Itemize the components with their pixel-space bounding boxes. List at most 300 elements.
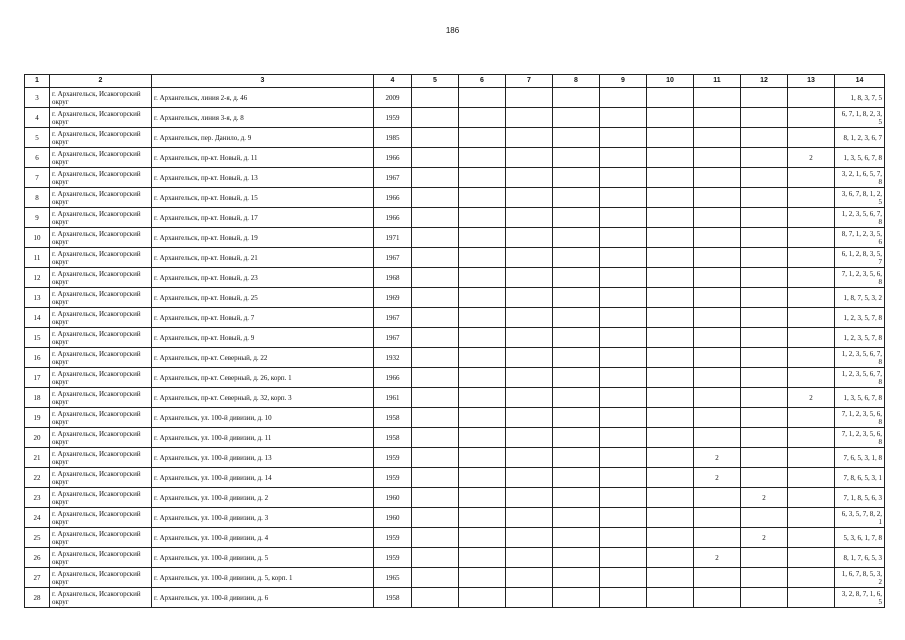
column-13-cell xyxy=(788,228,835,248)
district-cell: г. Архангельск, Исакогорский округ xyxy=(50,448,152,468)
district-cell: г. Архангельск, Исакогорский округ xyxy=(50,208,152,228)
year-cell: 1959 xyxy=(374,448,412,468)
table-row xyxy=(25,308,885,328)
column-12-cell xyxy=(741,248,788,268)
column-8-cell xyxy=(553,188,600,208)
row-number-cell: 4 xyxy=(25,108,50,128)
column-13-cell xyxy=(788,288,835,308)
column-12-cell: 2 xyxy=(741,488,788,508)
address-cell: г. Архангельск, пр-кт. Новый, д. 13 xyxy=(152,168,374,188)
code-cell: 3, 6, 7, 8, 1, 2, 5 xyxy=(835,188,885,208)
code-cell: 7, 1, 2, 3, 5, 6, 8 xyxy=(835,428,885,448)
table-row xyxy=(25,328,885,348)
table-body xyxy=(25,88,885,608)
column-11-cell xyxy=(694,88,741,108)
column-5-cell xyxy=(412,388,459,408)
district-cell: г. Архангельск, Исакогорский округ xyxy=(50,308,152,328)
column-8-cell xyxy=(553,408,600,428)
column-7-cell xyxy=(506,208,553,228)
column-5-cell xyxy=(412,588,459,608)
column-7-cell xyxy=(506,448,553,468)
district-cell: г. Архангельск, Исакогорский округ xyxy=(50,508,152,528)
column-9-cell xyxy=(600,208,647,228)
column-6-cell xyxy=(459,248,506,268)
table-row xyxy=(25,348,885,368)
code-cell: 1, 2, 3, 5, 7, 8 xyxy=(835,308,885,328)
column-11-cell xyxy=(694,528,741,548)
column-11-cell: 2 xyxy=(694,468,741,488)
column-9-cell xyxy=(600,508,647,528)
table-row xyxy=(25,528,885,548)
row-number-cell: 24 xyxy=(25,508,50,528)
year-cell: 1967 xyxy=(374,328,412,348)
address-cell: г. Архангельск, ул. 100-й дивизии, д. 2 xyxy=(152,488,374,508)
column-13-cell xyxy=(788,508,835,528)
year-cell: 1967 xyxy=(374,248,412,268)
column-7-cell xyxy=(506,168,553,188)
column-5-cell xyxy=(412,228,459,248)
column-13-cell xyxy=(788,128,835,148)
address-cell: г. Архангельск, ул. 100-й дивизии, д. 14 xyxy=(152,468,374,488)
column-10-cell xyxy=(647,348,694,368)
column-9-cell xyxy=(600,228,647,248)
address-cell: г. Архангельск, ул. 100-й дивизии, д. 6 xyxy=(152,588,374,608)
column-9-cell xyxy=(600,528,647,548)
district-cell: г. Архангельск, Исакогорский округ xyxy=(50,108,152,128)
column-10-cell xyxy=(647,528,694,548)
column-5-cell xyxy=(412,408,459,428)
column-10-cell xyxy=(647,328,694,348)
column-7-cell xyxy=(506,228,553,248)
column-5-cell xyxy=(412,448,459,468)
column-6-cell xyxy=(459,88,506,108)
column-9-cell xyxy=(600,328,647,348)
column-header-4: 4 xyxy=(374,75,412,88)
column-9-cell xyxy=(600,148,647,168)
table-row xyxy=(25,128,885,148)
column-12-cell xyxy=(741,88,788,108)
year-cell: 1959 xyxy=(374,468,412,488)
column-10-cell xyxy=(647,188,694,208)
column-13-cell xyxy=(788,588,835,608)
column-10-cell xyxy=(647,288,694,308)
row-number-cell: 16 xyxy=(25,348,50,368)
column-9-cell xyxy=(600,348,647,368)
year-cell: 1969 xyxy=(374,288,412,308)
column-7-cell xyxy=(506,328,553,348)
column-12-cell xyxy=(741,148,788,168)
column-8-cell xyxy=(553,208,600,228)
column-7-cell xyxy=(506,288,553,308)
column-9-cell xyxy=(600,468,647,488)
table-row xyxy=(25,568,885,588)
column-6-cell xyxy=(459,508,506,528)
column-6-cell xyxy=(459,328,506,348)
column-5-cell xyxy=(412,428,459,448)
column-5-cell xyxy=(412,468,459,488)
row-number-cell: 6 xyxy=(25,148,50,168)
column-9-cell xyxy=(600,388,647,408)
column-header-3: 3 xyxy=(152,75,374,88)
address-cell: г. Архангельск, пр-кт. Новый, д. 15 xyxy=(152,188,374,208)
year-cell: 1960 xyxy=(374,508,412,528)
row-number-cell: 15 xyxy=(25,328,50,348)
column-6-cell xyxy=(459,128,506,148)
column-11-cell xyxy=(694,328,741,348)
column-10-cell xyxy=(647,388,694,408)
table-row xyxy=(25,268,885,288)
district-cell: г. Архангельск, Исакогорский округ xyxy=(50,528,152,548)
column-11-cell xyxy=(694,428,741,448)
column-9-cell xyxy=(600,108,647,128)
column-11-cell xyxy=(694,208,741,228)
address-cell: г. Архангельск, ул. 100-й дивизии, д. 3 xyxy=(152,508,374,528)
district-cell: г. Архангельск, Исакогорский округ xyxy=(50,88,152,108)
district-cell: г. Архангельск, Исакогорский округ xyxy=(50,488,152,508)
code-cell: 1, 2, 3, 5, 6, 7, 8 xyxy=(835,348,885,368)
address-cell: г. Архангельск, ул. 100-й дивизии, д. 4 xyxy=(152,528,374,548)
column-10-cell xyxy=(647,108,694,128)
column-12-cell xyxy=(741,268,788,288)
column-10-cell xyxy=(647,508,694,528)
column-9-cell xyxy=(600,188,647,208)
column-8-cell xyxy=(553,588,600,608)
district-cell: г. Архангельск, Исакогорский округ xyxy=(50,548,152,568)
year-cell: 1967 xyxy=(374,168,412,188)
column-header-7: 7 xyxy=(506,75,553,88)
code-cell: 6, 1, 2, 8, 3, 5, 7 xyxy=(835,248,885,268)
column-7-cell xyxy=(506,88,553,108)
column-6-cell xyxy=(459,468,506,488)
column-6-cell xyxy=(459,408,506,428)
code-cell: 7, 8, 6, 5, 3, 1 xyxy=(835,468,885,488)
year-cell: 2009 xyxy=(374,88,412,108)
column-5-cell xyxy=(412,368,459,388)
column-8-cell xyxy=(553,328,600,348)
column-13-cell xyxy=(788,348,835,368)
row-number-cell: 8 xyxy=(25,188,50,208)
column-8-cell xyxy=(553,468,600,488)
code-cell: 3, 2, 8, 7, 1, 6, 5 xyxy=(835,588,885,608)
column-11-cell xyxy=(694,308,741,328)
column-10-cell xyxy=(647,228,694,248)
address-cell: г. Архангельск, пр-кт. Новый, д. 25 xyxy=(152,288,374,308)
column-9-cell xyxy=(600,408,647,428)
district-cell: г. Архангельск, Исакогорский округ xyxy=(50,328,152,348)
column-13-cell xyxy=(788,368,835,388)
code-cell: 7, 1, 2, 3, 5, 6, 8 xyxy=(835,408,885,428)
column-6-cell xyxy=(459,588,506,608)
table-row xyxy=(25,588,885,608)
column-8-cell xyxy=(553,288,600,308)
row-number-cell: 25 xyxy=(25,528,50,548)
code-cell: 6, 3, 5, 7, 8, 2, 1 xyxy=(835,508,885,528)
district-cell: г. Архангельск, Исакогорский округ xyxy=(50,568,152,588)
column-12-cell xyxy=(741,288,788,308)
column-13-cell: 2 xyxy=(788,148,835,168)
column-9-cell xyxy=(600,128,647,148)
row-number-cell: 3 xyxy=(25,88,50,108)
column-10-cell xyxy=(647,468,694,488)
column-5-cell xyxy=(412,288,459,308)
address-cell: г. Архангельск, пр-кт. Северный, д. 22 xyxy=(152,348,374,368)
address-cell: г. Архангельск, ул. 100-й дивизии, д. 11 xyxy=(152,428,374,448)
column-8-cell xyxy=(553,388,600,408)
column-13-cell xyxy=(788,188,835,208)
year-cell: 1961 xyxy=(374,388,412,408)
column-10-cell xyxy=(647,88,694,108)
table-row xyxy=(25,88,885,108)
column-6-cell xyxy=(459,168,506,188)
column-8-cell xyxy=(553,448,600,468)
row-number-cell: 13 xyxy=(25,288,50,308)
column-7-cell xyxy=(506,308,553,328)
column-5-cell xyxy=(412,248,459,268)
row-number-cell: 17 xyxy=(25,368,50,388)
row-number-cell: 23 xyxy=(25,488,50,508)
column-12-cell xyxy=(741,448,788,468)
address-cell: г. Архангельск, линия 3-я, д. 8 xyxy=(152,108,374,128)
year-cell: 1959 xyxy=(374,528,412,548)
column-header-14: 14 xyxy=(835,75,885,88)
column-13-cell xyxy=(788,308,835,328)
column-header-11: 11 xyxy=(694,75,741,88)
column-11-cell xyxy=(694,408,741,428)
column-11-cell xyxy=(694,368,741,388)
row-number-cell: 18 xyxy=(25,388,50,408)
column-7-cell xyxy=(506,388,553,408)
column-7-cell xyxy=(506,588,553,608)
column-6-cell xyxy=(459,368,506,388)
table-row xyxy=(25,108,885,128)
column-8-cell xyxy=(553,108,600,128)
column-6-cell xyxy=(459,308,506,328)
row-number-cell: 12 xyxy=(25,268,50,288)
year-cell: 1966 xyxy=(374,148,412,168)
column-8-cell xyxy=(553,148,600,168)
column-8-cell xyxy=(553,248,600,268)
column-7-cell xyxy=(506,528,553,548)
code-cell: 1, 2, 3, 5, 7, 8 xyxy=(835,328,885,348)
row-number-cell: 9 xyxy=(25,208,50,228)
district-cell: г. Архангельск, Исакогорский округ xyxy=(50,228,152,248)
column-6-cell xyxy=(459,108,506,128)
year-cell: 1966 xyxy=(374,208,412,228)
column-9-cell xyxy=(600,308,647,328)
column-5-cell xyxy=(412,548,459,568)
row-number-cell: 20 xyxy=(25,428,50,448)
row-number-cell: 5 xyxy=(25,128,50,148)
header-row xyxy=(25,75,885,88)
column-5-cell xyxy=(412,88,459,108)
column-6-cell xyxy=(459,428,506,448)
column-5-cell xyxy=(412,308,459,328)
column-9-cell xyxy=(600,548,647,568)
district-cell: г. Архангельск, Исакогорский округ xyxy=(50,128,152,148)
code-cell: 7, 1, 2, 3, 5, 6, 8 xyxy=(835,268,885,288)
column-7-cell xyxy=(506,108,553,128)
column-12-cell xyxy=(741,548,788,568)
district-cell: г. Архангельск, Исакогорский округ xyxy=(50,588,152,608)
column-5-cell xyxy=(412,348,459,368)
column-12-cell xyxy=(741,128,788,148)
column-7-cell xyxy=(506,128,553,148)
column-header-2: 2 xyxy=(50,75,152,88)
column-7-cell xyxy=(506,428,553,448)
column-13-cell xyxy=(788,108,835,128)
column-5-cell xyxy=(412,108,459,128)
year-cell: 1967 xyxy=(374,308,412,328)
code-cell: 1, 2, 3, 5, 6, 7, 8 xyxy=(835,368,885,388)
column-6-cell xyxy=(459,448,506,468)
year-cell: 1985 xyxy=(374,128,412,148)
column-10-cell xyxy=(647,368,694,388)
column-13-cell: 2 xyxy=(788,388,835,408)
column-header-10: 10 xyxy=(647,75,694,88)
column-9-cell xyxy=(600,448,647,468)
column-10-cell xyxy=(647,208,694,228)
column-5-cell xyxy=(412,268,459,288)
column-7-cell xyxy=(506,268,553,288)
column-6-cell xyxy=(459,348,506,368)
column-12-cell xyxy=(741,188,788,208)
row-number-cell: 11 xyxy=(25,248,50,268)
year-cell: 1958 xyxy=(374,428,412,448)
column-13-cell xyxy=(788,568,835,588)
column-8-cell xyxy=(553,348,600,368)
column-11-cell xyxy=(694,128,741,148)
district-cell: г. Архангельск, Исакогорский округ xyxy=(50,288,152,308)
address-cell: г. Архангельск, пр-кт. Новый, д. 9 xyxy=(152,328,374,348)
district-cell: г. Архангельск, Исакогорский округ xyxy=(50,408,152,428)
district-cell: г. Архангельск, Исакогорский округ xyxy=(50,368,152,388)
column-13-cell xyxy=(788,468,835,488)
year-cell: 1958 xyxy=(374,588,412,608)
column-7-cell xyxy=(506,468,553,488)
table-row xyxy=(25,388,885,408)
column-11-cell xyxy=(694,588,741,608)
column-7-cell xyxy=(506,368,553,388)
district-cell: г. Архангельск, Исакогорский округ xyxy=(50,248,152,268)
column-7-cell xyxy=(506,488,553,508)
column-5-cell xyxy=(412,488,459,508)
column-12-cell xyxy=(741,348,788,368)
column-10-cell xyxy=(647,148,694,168)
address-cell: г. Архангельск, пер. Данило, д. 9 xyxy=(152,128,374,148)
column-12-cell: 2 xyxy=(741,528,788,548)
column-11-cell xyxy=(694,508,741,528)
column-8-cell xyxy=(553,268,600,288)
column-13-cell xyxy=(788,268,835,288)
column-9-cell xyxy=(600,288,647,308)
column-8-cell xyxy=(553,488,600,508)
district-cell: г. Архангельск, Исакогорский округ xyxy=(50,168,152,188)
column-13-cell xyxy=(788,548,835,568)
code-cell: 8, 1, 2, 3, 6, 7 xyxy=(835,128,885,148)
column-5-cell xyxy=(412,328,459,348)
column-11-cell: 2 xyxy=(694,448,741,468)
table-row xyxy=(25,448,885,468)
column-12-cell xyxy=(741,588,788,608)
column-11-cell xyxy=(694,228,741,248)
table-row xyxy=(25,468,885,488)
address-cell: г. Архангельск, ул. 100-й дивизии, д. 10 xyxy=(152,408,374,428)
code-cell: 1, 8, 3, 7, 5 xyxy=(835,88,885,108)
page-number: 186 xyxy=(445,26,460,35)
column-header-6: 6 xyxy=(459,75,506,88)
table-row xyxy=(25,288,885,308)
column-10-cell xyxy=(647,168,694,188)
column-header-9: 9 xyxy=(600,75,647,88)
column-5-cell xyxy=(412,168,459,188)
column-11-cell xyxy=(694,168,741,188)
column-7-cell xyxy=(506,568,553,588)
column-header-1: 1 xyxy=(25,75,50,88)
district-cell: г. Архангельск, Исакогорский округ xyxy=(50,428,152,448)
address-cell: г. Архангельск, линия 2-я, д. 46 xyxy=(152,88,374,108)
column-6-cell xyxy=(459,288,506,308)
address-cell: г. Архангельск, пр-кт. Новый, д. 17 xyxy=(152,208,374,228)
column-11-cell xyxy=(694,108,741,128)
column-8-cell xyxy=(553,428,600,448)
column-8-cell xyxy=(553,568,600,588)
column-8-cell xyxy=(553,168,600,188)
table-row xyxy=(25,508,885,528)
row-number-cell: 28 xyxy=(25,588,50,608)
code-cell: 1, 3, 5, 6, 7, 8 xyxy=(835,148,885,168)
column-12-cell xyxy=(741,428,788,448)
district-cell: г. Архангельск, Исакогорский округ xyxy=(50,468,152,488)
column-13-cell xyxy=(788,528,835,548)
year-cell: 1958 xyxy=(374,408,412,428)
column-12-cell xyxy=(741,108,788,128)
code-cell: 8, 7, 1, 2, 3, 5, 6 xyxy=(835,228,885,248)
column-8-cell xyxy=(553,308,600,328)
column-7-cell xyxy=(506,148,553,168)
column-6-cell xyxy=(459,528,506,548)
column-8-cell xyxy=(553,128,600,148)
table-row xyxy=(25,188,885,208)
column-header-13: 13 xyxy=(788,75,835,88)
column-8-cell xyxy=(553,548,600,568)
column-12-cell xyxy=(741,308,788,328)
column-9-cell xyxy=(600,568,647,588)
column-12-cell xyxy=(741,408,788,428)
column-8-cell xyxy=(553,508,600,528)
code-cell: 5, 3, 6, 1, 7, 8 xyxy=(835,528,885,548)
row-number-cell: 10 xyxy=(25,228,50,248)
column-5-cell xyxy=(412,568,459,588)
year-cell: 1959 xyxy=(374,108,412,128)
row-number-cell: 14 xyxy=(25,308,50,328)
address-cell: г. Архангельск, пр-кт. Новый, д. 11 xyxy=(152,148,374,168)
year-cell: 1966 xyxy=(374,368,412,388)
address-cell: г. Архангельск, ул. 100-й дивизии, д. 13 xyxy=(152,448,374,468)
column-6-cell xyxy=(459,568,506,588)
district-cell: г. Архангельск, Исакогорский округ xyxy=(50,148,152,168)
column-10-cell xyxy=(647,248,694,268)
column-13-cell xyxy=(788,88,835,108)
column-6-cell xyxy=(459,188,506,208)
address-cell: г. Архангельск, пр-кт. Северный, д. 32, корп. 3 xyxy=(152,388,374,408)
column-12-cell xyxy=(741,208,788,228)
code-cell: 3, 2, 1, 6, 5, 7, 8 xyxy=(835,168,885,188)
address-cell: г. Архангельск, пр-кт. Северный, д. 26, корп. 1 xyxy=(152,368,374,388)
row-number-cell: 27 xyxy=(25,568,50,588)
code-cell: 1, 3, 5, 6, 7, 8 xyxy=(835,388,885,408)
district-cell: г. Архангельск, Исакогорский округ xyxy=(50,188,152,208)
column-9-cell xyxy=(600,428,647,448)
